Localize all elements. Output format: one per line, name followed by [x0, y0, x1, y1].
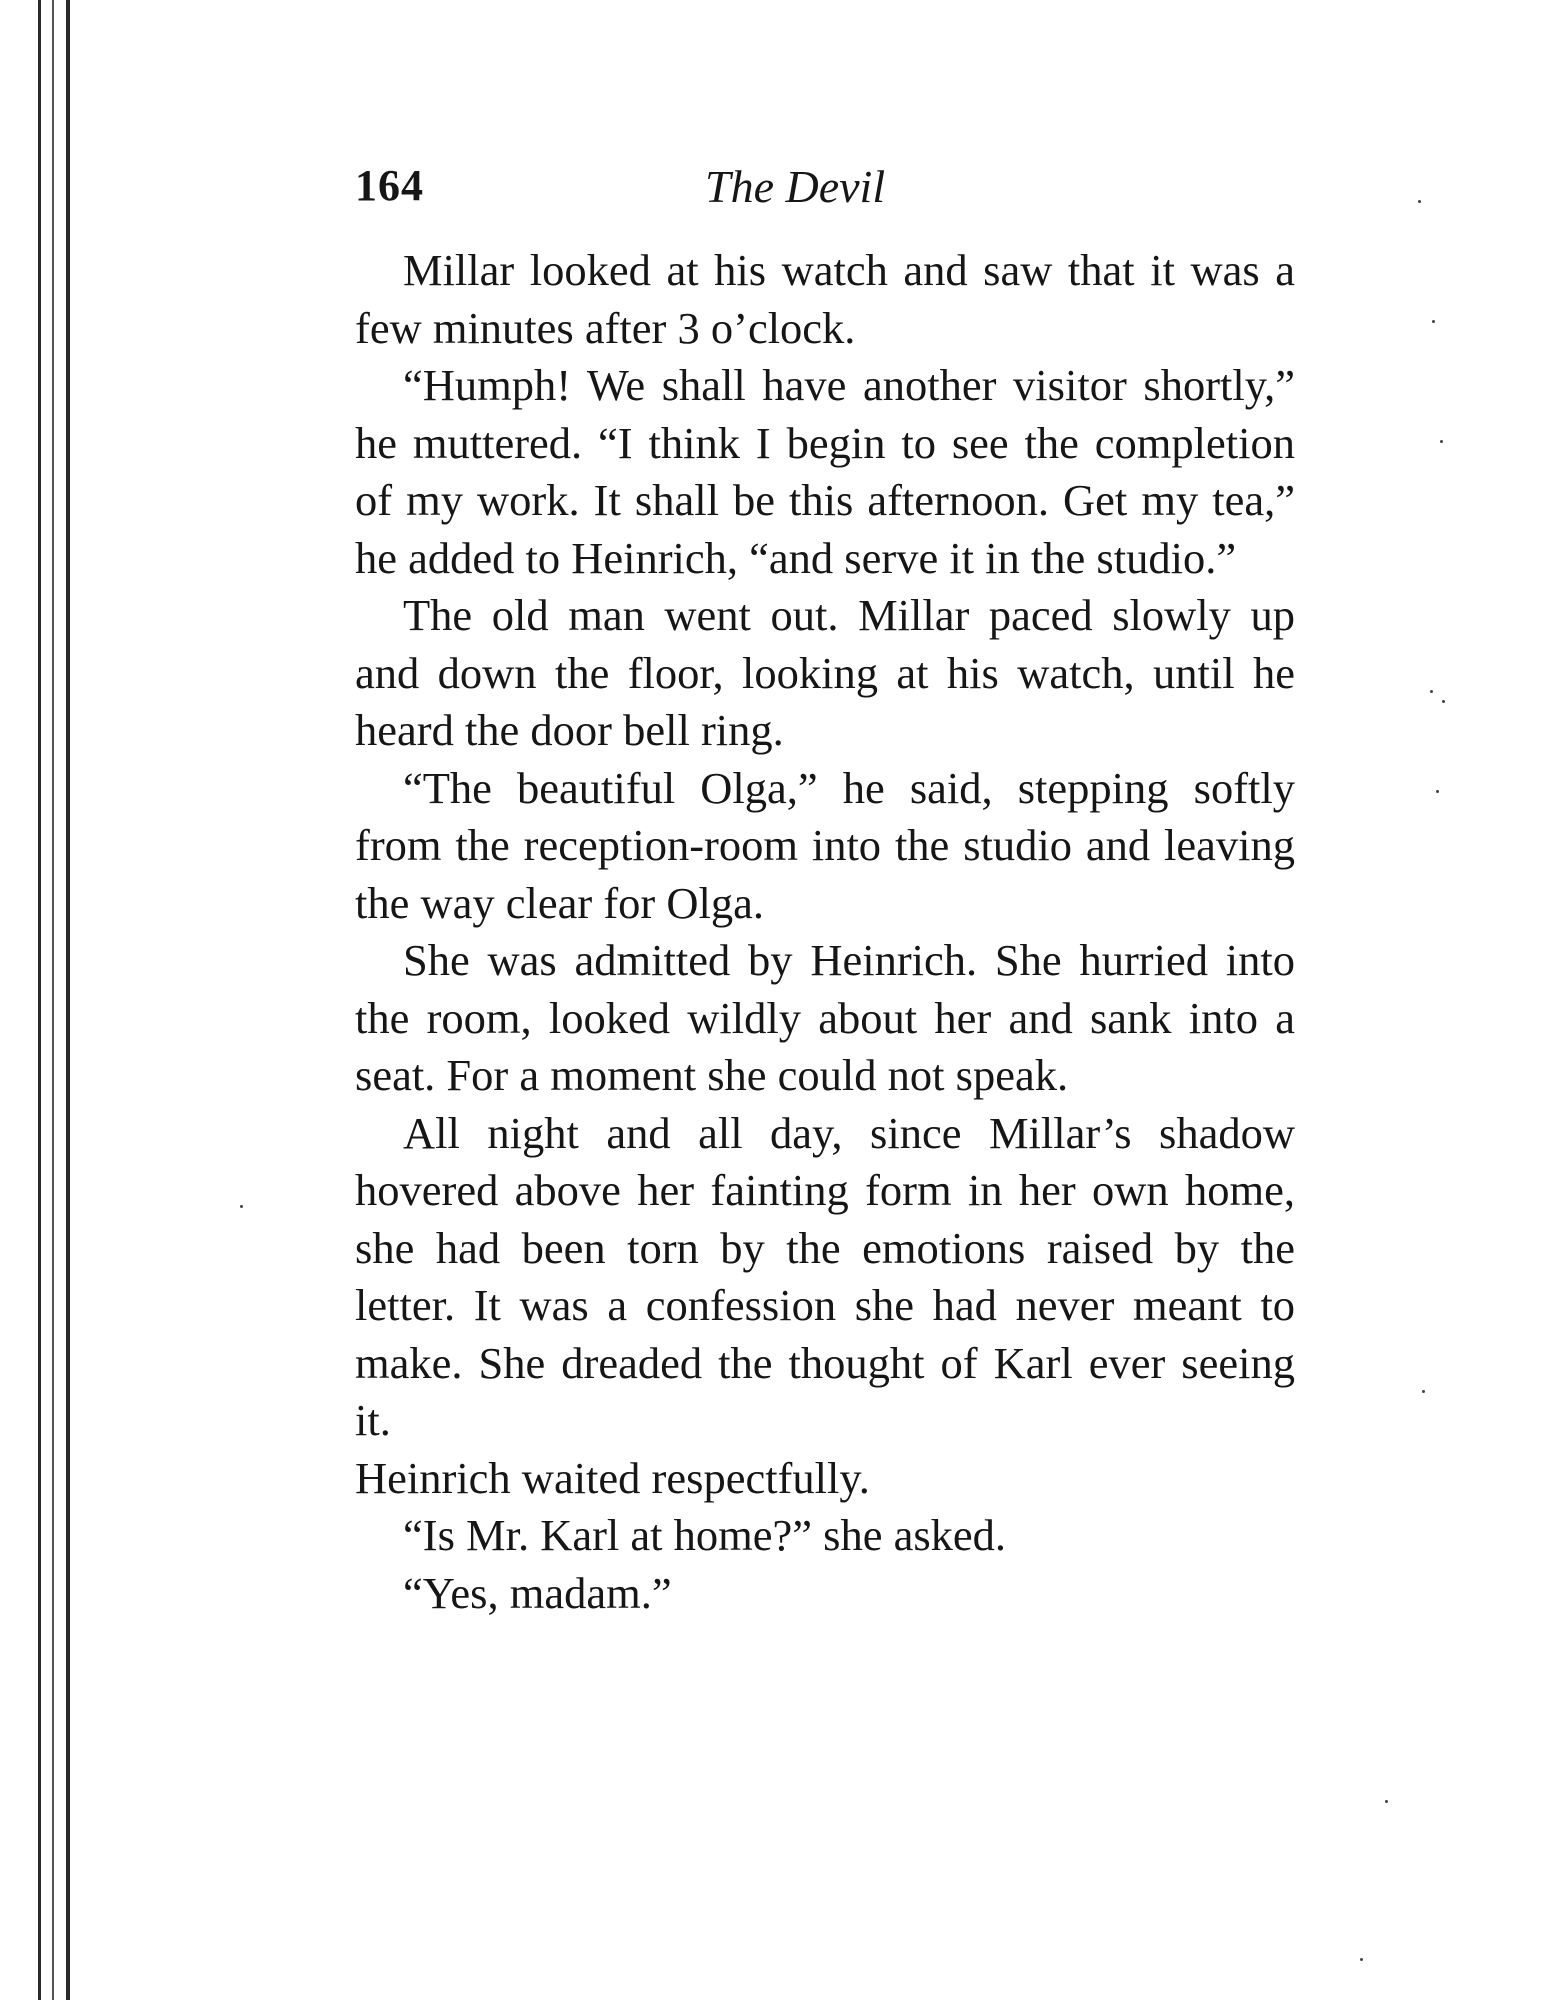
scan-speck [1418, 200, 1421, 203]
scan-speck [1436, 790, 1439, 793]
scan-speck [1385, 1800, 1388, 1803]
scan-speck [1440, 440, 1443, 443]
gutter-line [52, 0, 54, 2000]
scan-speck [1422, 1390, 1425, 1393]
gutter-line [66, 0, 70, 2000]
paragraph: “Humph! We shall have another visitor shortly,” he muttered. “I think I begin to see the completion of my work. It shall be this afternoon. Get my tea,” he added to Heinrich, “and serve it in the studio.” [355, 360, 1295, 583]
running-title: The Devil [705, 161, 886, 212]
paragraph: All night and all day, since Millar’s shadow hovered above her fainting form in her own home, she had been torn by the emotions raised by the letter. It was a confession she had never meant to make. She dreaded the thought of Karl ever seeing it. [355, 1107, 1295, 1445]
paragraph: Heinrich waited respectfully. [355, 1452, 870, 1503]
paragraph: “Yes, madam.” [403, 1567, 672, 1618]
body-text [355, 242, 1295, 1622]
page-header [355, 160, 1305, 220]
gutter-line [38, 0, 41, 2000]
paragraph: “Is Mr. Karl at home?” she asked. [403, 1510, 1007, 1560]
paragraph: Millar looked at his watch and saw that it was a few minutes after 3 o’clock. [355, 245, 1295, 353]
scan-speck [1442, 700, 1445, 703]
paragraph: “The beautiful Olga,” he said, stepping softly from the reception-room into the studio and leaving the way clear for Olga. [355, 762, 1295, 928]
scan-speck [1432, 320, 1435, 323]
page-number: 164 [355, 161, 424, 210]
scan-speck [240, 1205, 243, 1208]
paragraph: She was admitted by Heinrich. She hurried into the room, looked wildly about her and sank into a seat. For a moment she could not speak. [355, 935, 1295, 1100]
paragraph: The old man went out. Millar paced slowly up and down the floor, looking at his watch, until he heard the door bell ring. [355, 590, 1295, 755]
scan-speck [1360, 1958, 1363, 1961]
scan-speck [1430, 690, 1433, 693]
